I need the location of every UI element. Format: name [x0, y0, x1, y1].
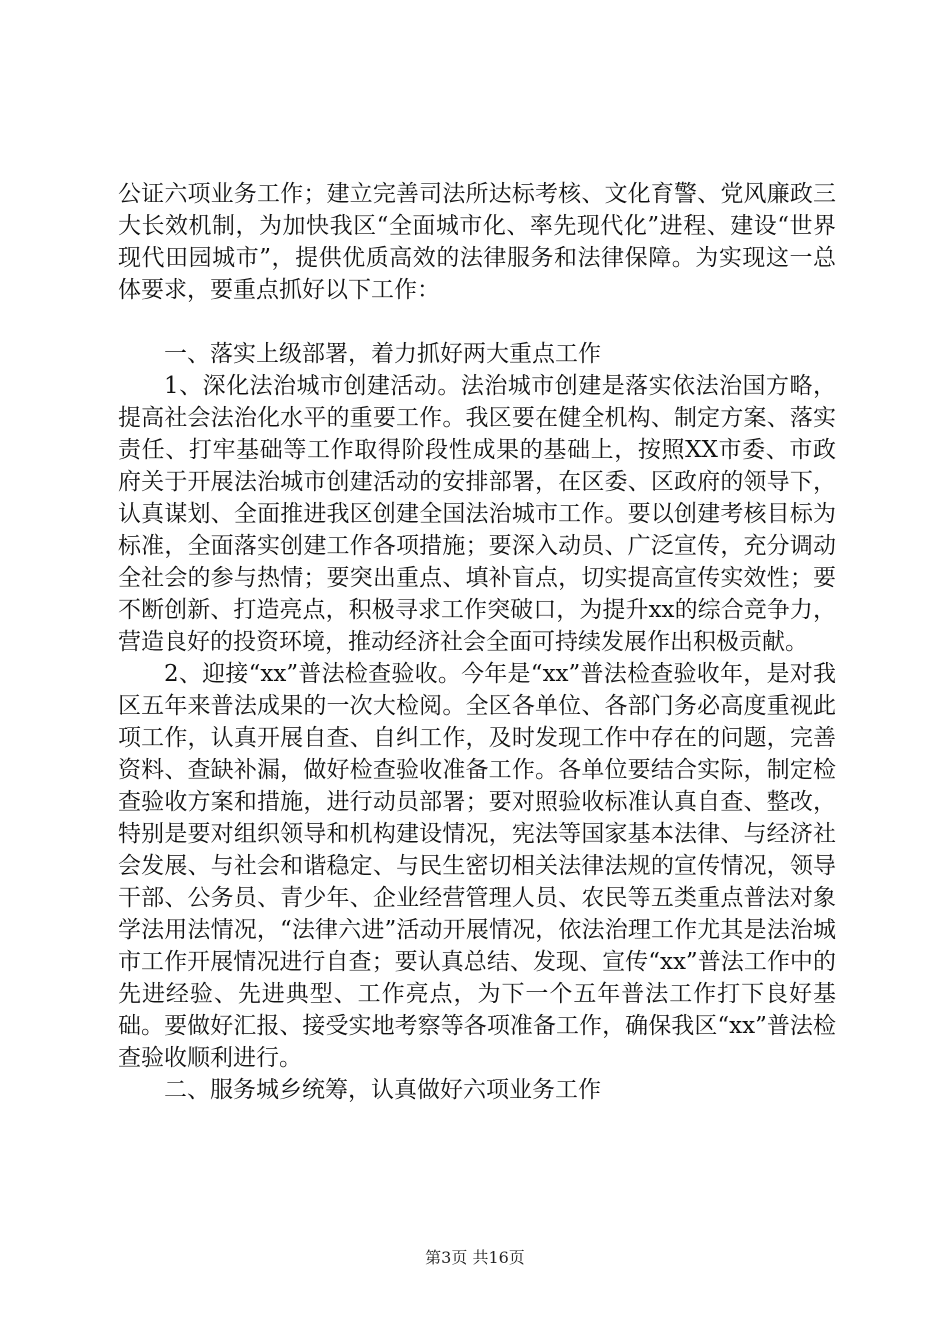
paragraph-spacer [118, 306, 836, 338]
paragraph-intro: 公证六项业务工作；建立完善司法所达标考核、文化育警、党风廉政三大长效机制，为加快我区“全面城市化、率先现代化”进程、建设“世界现代田园城市”，提供优质高效的法律服务和法律保障。为实现这一总体要求，要重点抓好以下工作： [118, 181, 836, 303]
section-heading-1: 一、落实上级部署，着力抓好两大重点工作 [164, 341, 601, 367]
page-number-label: 第3页 共16页 [425, 1248, 525, 1267]
paragraph-item-1: 1、深化法治城市创建活动。法治城市创建是落实依法治国方略，提高社会法治化水平的重要工作。我区要在健全机构、制定方案、落实责任、打牢基础等工作取得阶段性成果的基础上，按照XX市委、市政府关于开展法治城市创建活动的安排部署，在区委、区政府的领导下，认真谋划、全面推进我区创建全国法治城市工作。要以创建考核目标为标准，全面落实创建工作各项措施；要深入动员、广泛宣传，充分调动全社会的参与热情；要突出重点、填补盲点，切实提高宣传实效性；要不断创新、打造亮点，积极寻求工作突破口，为提升xx的综合竞争力，营造良好的投资环境，推动经济社会全面可持续发展作出积极贡献。 [118, 373, 836, 655]
section-heading-2: 二、服务城乡统筹，认真做好六项业务工作 [164, 1077, 601, 1103]
paragraph-item-2: 2、迎接“xx”普法检查验收。今年是“xx”普法检查验收年，是对我区五年来普法成果的一次大检阅。全区各单位、各部门务必高度重视此项工作，认真开展自查、自纠工作，及时发现工作中存在的问题，完善资料、查缺补漏，做好检查验收准备工作。各单位要结合实际，制定检查验收方案和措施，进行动员部署；要对照验收标准认真自查、整改，特别是要对组织领导和机构建设情况，宪法等国家基本法律、与经济社会发展、与社会和谐稳定、与民生密切相关法律法规的宣传情况，领导干部、公务员、青少年、企业经营管理人员、农民等五类重点普法对象学法用法情况，“法律六进”活动开展情况，依法治理工作尤其是法治城市工作开展情况进行自查；要认真总结、发现、宣传“xx”普法工作中的先进经验、先进典型、工作亮点，为下一个五年普法工作打下良好基础。要做好汇报、接受实地考察等各项准备工作，确保我区“xx”普法检查验收顺利进行。 [118, 661, 836, 1071]
document-body [118, 178, 836, 1106]
page-footer [0, 1245, 950, 1268]
